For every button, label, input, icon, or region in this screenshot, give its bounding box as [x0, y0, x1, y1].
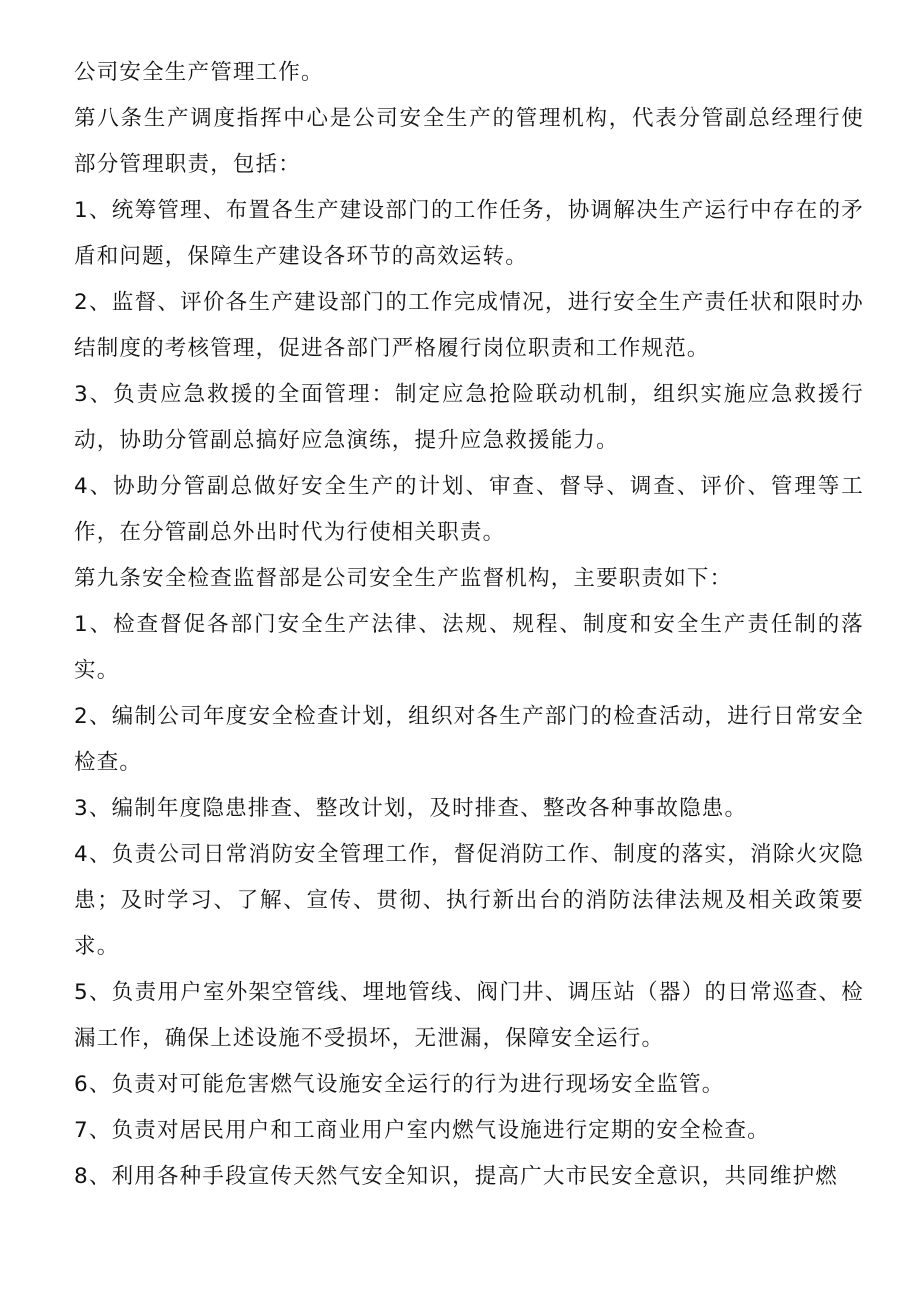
article-9-heading: 第九条安全检查监督部是公司安全生产监督机构，主要职责如下：	[74, 566, 733, 591]
article-8-item-4: 4、协助分管副总做好安全生产的计划、审查、督导、调查、评价、管理等工作，在分管副总外出时代为行使相关职责。	[74, 474, 864, 545]
article-8-heading: 第八条生产调度指挥中心是公司安全生产的管理机构，代表分管副总经理行使部分管理职责，包括：	[74, 106, 864, 177]
article-8-item-3: 3、负责应急救援的全面管理：制定应急抢险联动机制，组织实施应急救援行动，协助分管副总搞好应急演练，提升应急救援能力。	[74, 382, 864, 453]
article-9-item-8: 8、利用各种手段宣传天然气安全知识，提高广大市民安全意识，共同维护燃	[74, 1164, 838, 1189]
article-9-item-7: 7、负责对居民用户和工商业用户室内燃气设施进行定期的安全检查。	[74, 1118, 770, 1143]
article-8-item-1: 1、统筹管理、布置各生产建设部门的工作任务，协调解决生产运行中存在的矛盾和问题，保障生产建设各环节的高效运转。	[74, 198, 864, 269]
article-9-item-6: 6、负责对可能危害燃气设施安全运行的行为进行现场安全监管。	[74, 1072, 725, 1097]
article-8-item-2: 2、监督、评价各生产建设部门的工作完成情况，进行安全生产责任状和限时办结制度的考核管理，促进各部门严格履行岗位职责和工作规范。	[74, 290, 864, 361]
article-9-item-5: 5、负责用户室外架空管线、埋地管线、阀门井、调压站（器）的日常巡查、检漏工作，确保上述设施不受损坏，无泄漏，保障安全运行。	[74, 980, 864, 1051]
article-9-item-2: 2、编制公司年度安全检查计划，组织对各生产部门的检查活动，进行日常安全检查。	[74, 704, 864, 775]
document-page	[74, 50, 864, 1200]
article-9-item-4: 4、负责公司日常消防安全管理工作，督促消防工作、制度的落实，消除火灾隐患；及时学习、了解、宣传、贯彻、执行新出台的消防法律法规及相关政策要求。	[74, 842, 864, 959]
paragraph-continuation: 公司安全生产管理工作。	[74, 60, 324, 85]
article-9-item-1: 1、检查督促各部门安全生产法律、法规、规程、制度和安全生产责任制的落实。	[74, 612, 864, 683]
article-9-item-3: 3、编制年度隐患排查、整改计划，及时排查、整改各种事故隐患。	[74, 796, 748, 821]
